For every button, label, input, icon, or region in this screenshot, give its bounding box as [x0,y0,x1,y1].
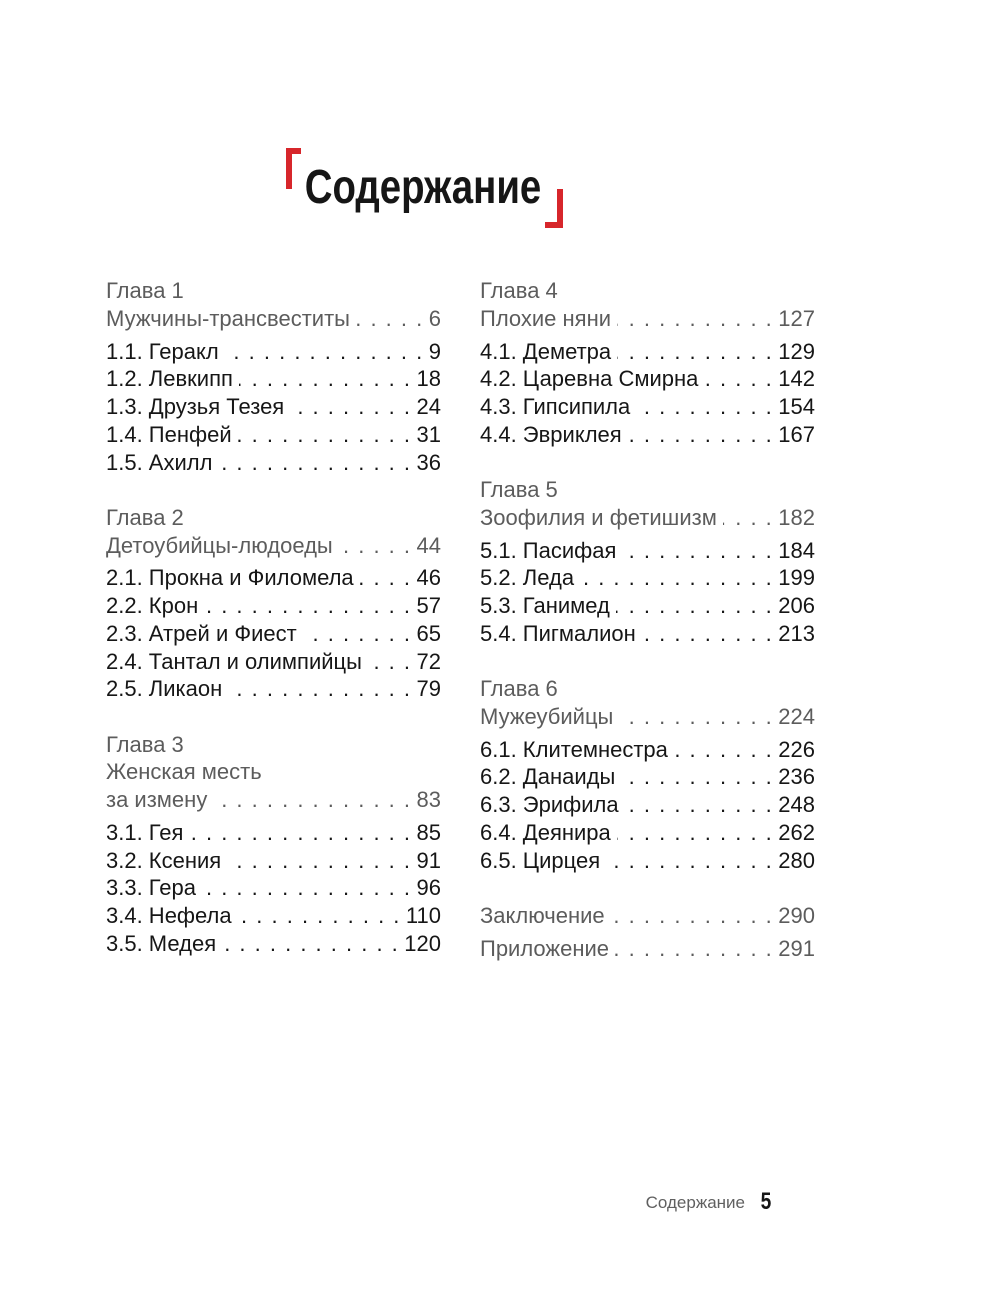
toc-section-entry [106,564,441,592]
section-title: 5.3. Ганимед [480,593,610,618]
toc-section-entry [480,736,815,764]
toc-end-matter [480,902,815,963]
section-title: 3.5. Медея [106,930,217,956]
section-page-number: 85 [416,819,441,845]
dot-leader [360,564,412,592]
dot-leader [674,736,773,764]
section-page-number: 184 [778,537,815,563]
section-title: 1.1. Геракл [106,338,219,364]
section-page-number: 24 [416,394,441,419]
chapter-title-row [480,703,815,731]
toc-section-entry [480,537,815,565]
section-page-number: 110 [405,903,441,928]
chapter-page-number: 224 [778,703,815,729]
section-title: 2.5. Ликаон [106,676,223,702]
toc-column-right [480,277,815,962]
dot-leader [290,393,411,421]
section-page-number: 199 [778,565,815,591]
dot-leader [628,421,774,449]
chapter-title: Мужчины-трансвеститы [106,305,350,331]
end-entry-title: Приложение [480,935,610,961]
page-title: Содержание [304,161,542,214]
section-page-number: 154 [778,394,815,419]
dot-leader [189,819,411,847]
toc-chapter [480,476,815,648]
dot-leader [723,504,773,532]
section-page-number: 72 [416,648,441,674]
chapter-title: Плохие няни [480,305,612,331]
toc-section-entry [106,847,441,875]
section-page-number: 129 [778,338,815,364]
section-title: 5.2. Леда [480,565,575,591]
section-page-number: 236 [778,764,815,790]
dot-leader [228,675,411,703]
chapter-label: Глава 1 [106,278,184,303]
dot-leader [615,935,773,963]
section-title: 2.3. Атрей и Фиест [106,620,297,646]
toc-end-entry [480,935,815,963]
dot-leader [636,393,773,421]
section-title: 6.1. Клитемнестра [480,736,668,762]
toc-section-entry [106,675,441,703]
section-title: 2.4. Тантал и олимпийцы [106,648,362,674]
section-title: 5.4. Пигмалион [480,620,636,646]
section-title: 4.1. Деметра [480,338,612,364]
dot-leader [611,902,774,930]
chapter-label: Глава 5 [480,477,558,502]
section-title: 4.4. Эвриклея [480,421,622,447]
toc-section-entry [106,902,441,930]
chapter-title-row [106,758,441,786]
dot-leader [227,847,411,875]
dot-leader [642,620,773,648]
toc-section-entry [480,819,815,847]
title-bracket-top-left [286,148,301,189]
chapter-title: Зоофилия и фетишизм [480,504,717,530]
dot-leader [238,421,412,449]
chapter-page-number: 44 [416,532,441,558]
dot-leader [202,874,412,902]
section-page-number: 79 [416,676,441,702]
dot-leader [617,819,774,847]
dot-leader [619,703,773,731]
dot-leader [222,930,399,958]
chapter-title-row [106,786,441,814]
toc-section-entry [106,648,441,676]
end-entry-page-number: 291 [778,935,815,961]
section-title: 5.1. Пасифая [480,537,617,563]
section-page-number: 31 [416,421,441,447]
section-page-number: 226 [778,736,815,762]
toc-chapter [480,277,815,449]
dot-leader [617,305,773,333]
chapter-label: Глава 2 [106,504,184,530]
section-title: 4.2. Царевна Смирна [480,366,699,392]
dot-leader [621,763,773,791]
dot-leader [213,786,411,814]
toc-section-entry [106,620,441,648]
dot-leader [239,365,412,393]
toc-section-entry [480,338,815,366]
chapter-page-number: 6 [428,305,441,331]
dot-leader [225,338,424,366]
toc-section-entry [106,874,441,902]
section-page-number: 46 [416,565,441,591]
footer-page-number: 5 [760,1188,772,1215]
dot-leader [238,902,401,930]
chapter-title-row [480,305,815,333]
chapter-label: Глава 6 [480,676,558,701]
toc-section-entry [106,393,441,421]
dot-leader [625,791,774,819]
chapter-page-number: 83 [416,787,441,812]
chapter-title: за измену [106,787,208,812]
section-title: 6.3. Эрифила [480,792,619,817]
section-page-number: 142 [778,366,815,392]
dot-leader [303,620,412,648]
section-page-number: 206 [778,593,815,618]
section-title: 2.1. Прокна и Филомела [106,565,354,591]
toc-section-entry [480,847,815,875]
section-title: 3.1. Гея [106,819,184,845]
section-page-number: 36 [416,449,441,475]
section-title: 2.2. Крон [106,593,199,618]
toc-section-entry [480,620,815,648]
section-page-number: 91 [416,847,441,873]
dot-leader [622,537,773,565]
toc-section-entry [480,592,815,620]
toc-section-entry [480,564,815,592]
toc-section-entry [480,421,815,449]
section-title: 4.3. Гипсипила [480,394,631,419]
section-title: 6.2. Данаиды [480,764,616,790]
section-title: 1.5. Ахилл [106,449,213,475]
toc-section-entry [106,449,441,477]
dot-leader [204,592,411,620]
toc-end-entry [480,902,815,930]
chapter-title-row [106,305,441,333]
chapter-title-row [480,504,815,532]
toc-section-entry [480,393,815,421]
end-entry-title: Заключение [480,902,605,928]
title-bracket-bottom-right [545,189,563,228]
toc-section-entry [106,365,441,393]
chapter-page-number: 182 [778,504,815,530]
dot-leader [368,648,412,676]
section-page-number: 96 [416,875,441,901]
chapter-title: Детоубийцы-людоеды [106,532,333,558]
dot-leader [580,564,773,592]
section-title: 1.2. Левкипп [106,366,233,392]
dot-leader [218,449,411,477]
section-page-number: 120 [404,930,441,956]
toc-section-entry [106,930,441,958]
toc-column-left [106,277,441,985]
section-page-number: 280 [778,847,815,873]
running-footer-section: Содержание [645,1193,745,1212]
toc-chapter [480,675,815,874]
toc-section-entry [480,763,815,791]
section-title: 1.3. Друзья Тезея [106,394,285,419]
toc-section-entry [106,421,441,449]
chapter-title: Мужеубийцы [480,703,614,729]
dot-leader [617,338,773,366]
chapter-label: Глава 4 [480,278,558,303]
dot-leader [356,305,424,333]
toc-chapter [106,277,441,476]
toc-section-entry [480,365,815,393]
toc-chapter [106,504,441,703]
section-title: 1.4. Пенфей [106,421,232,447]
section-title: 3.2. Ксения [106,847,222,873]
section-title: 6.5. Цирцея [480,847,601,873]
toc-section-entry [480,791,815,819]
section-title: 6.4. Деянира [480,819,611,845]
end-entry-page-number: 290 [778,902,815,928]
chapter-title-row [106,532,441,560]
toc-chapter [106,731,441,958]
section-page-number: 57 [416,593,441,618]
section-page-number: 262 [778,819,815,845]
section-title: 3.4. Нефела [106,903,232,928]
dot-leader [606,847,773,875]
chapter-page-number: 127 [778,305,815,331]
section-page-number: 167 [778,421,815,447]
section-title: 3.3. Гера [106,875,196,901]
toc-section-entry [106,338,441,366]
section-page-number: 65 [416,620,441,646]
chapter-title: Женская месть [106,759,262,785]
dot-leader [704,365,773,393]
section-page-number: 213 [778,620,815,646]
chapter-label: Глава 3 [106,731,184,757]
section-page-number: 9 [428,338,441,364]
section-page-number: 18 [416,366,441,392]
dot-leader [616,592,773,620]
section-page-number: 248 [778,792,815,817]
toc-section-entry [106,819,441,847]
toc-section-entry [106,592,441,620]
dot-leader [339,532,412,560]
